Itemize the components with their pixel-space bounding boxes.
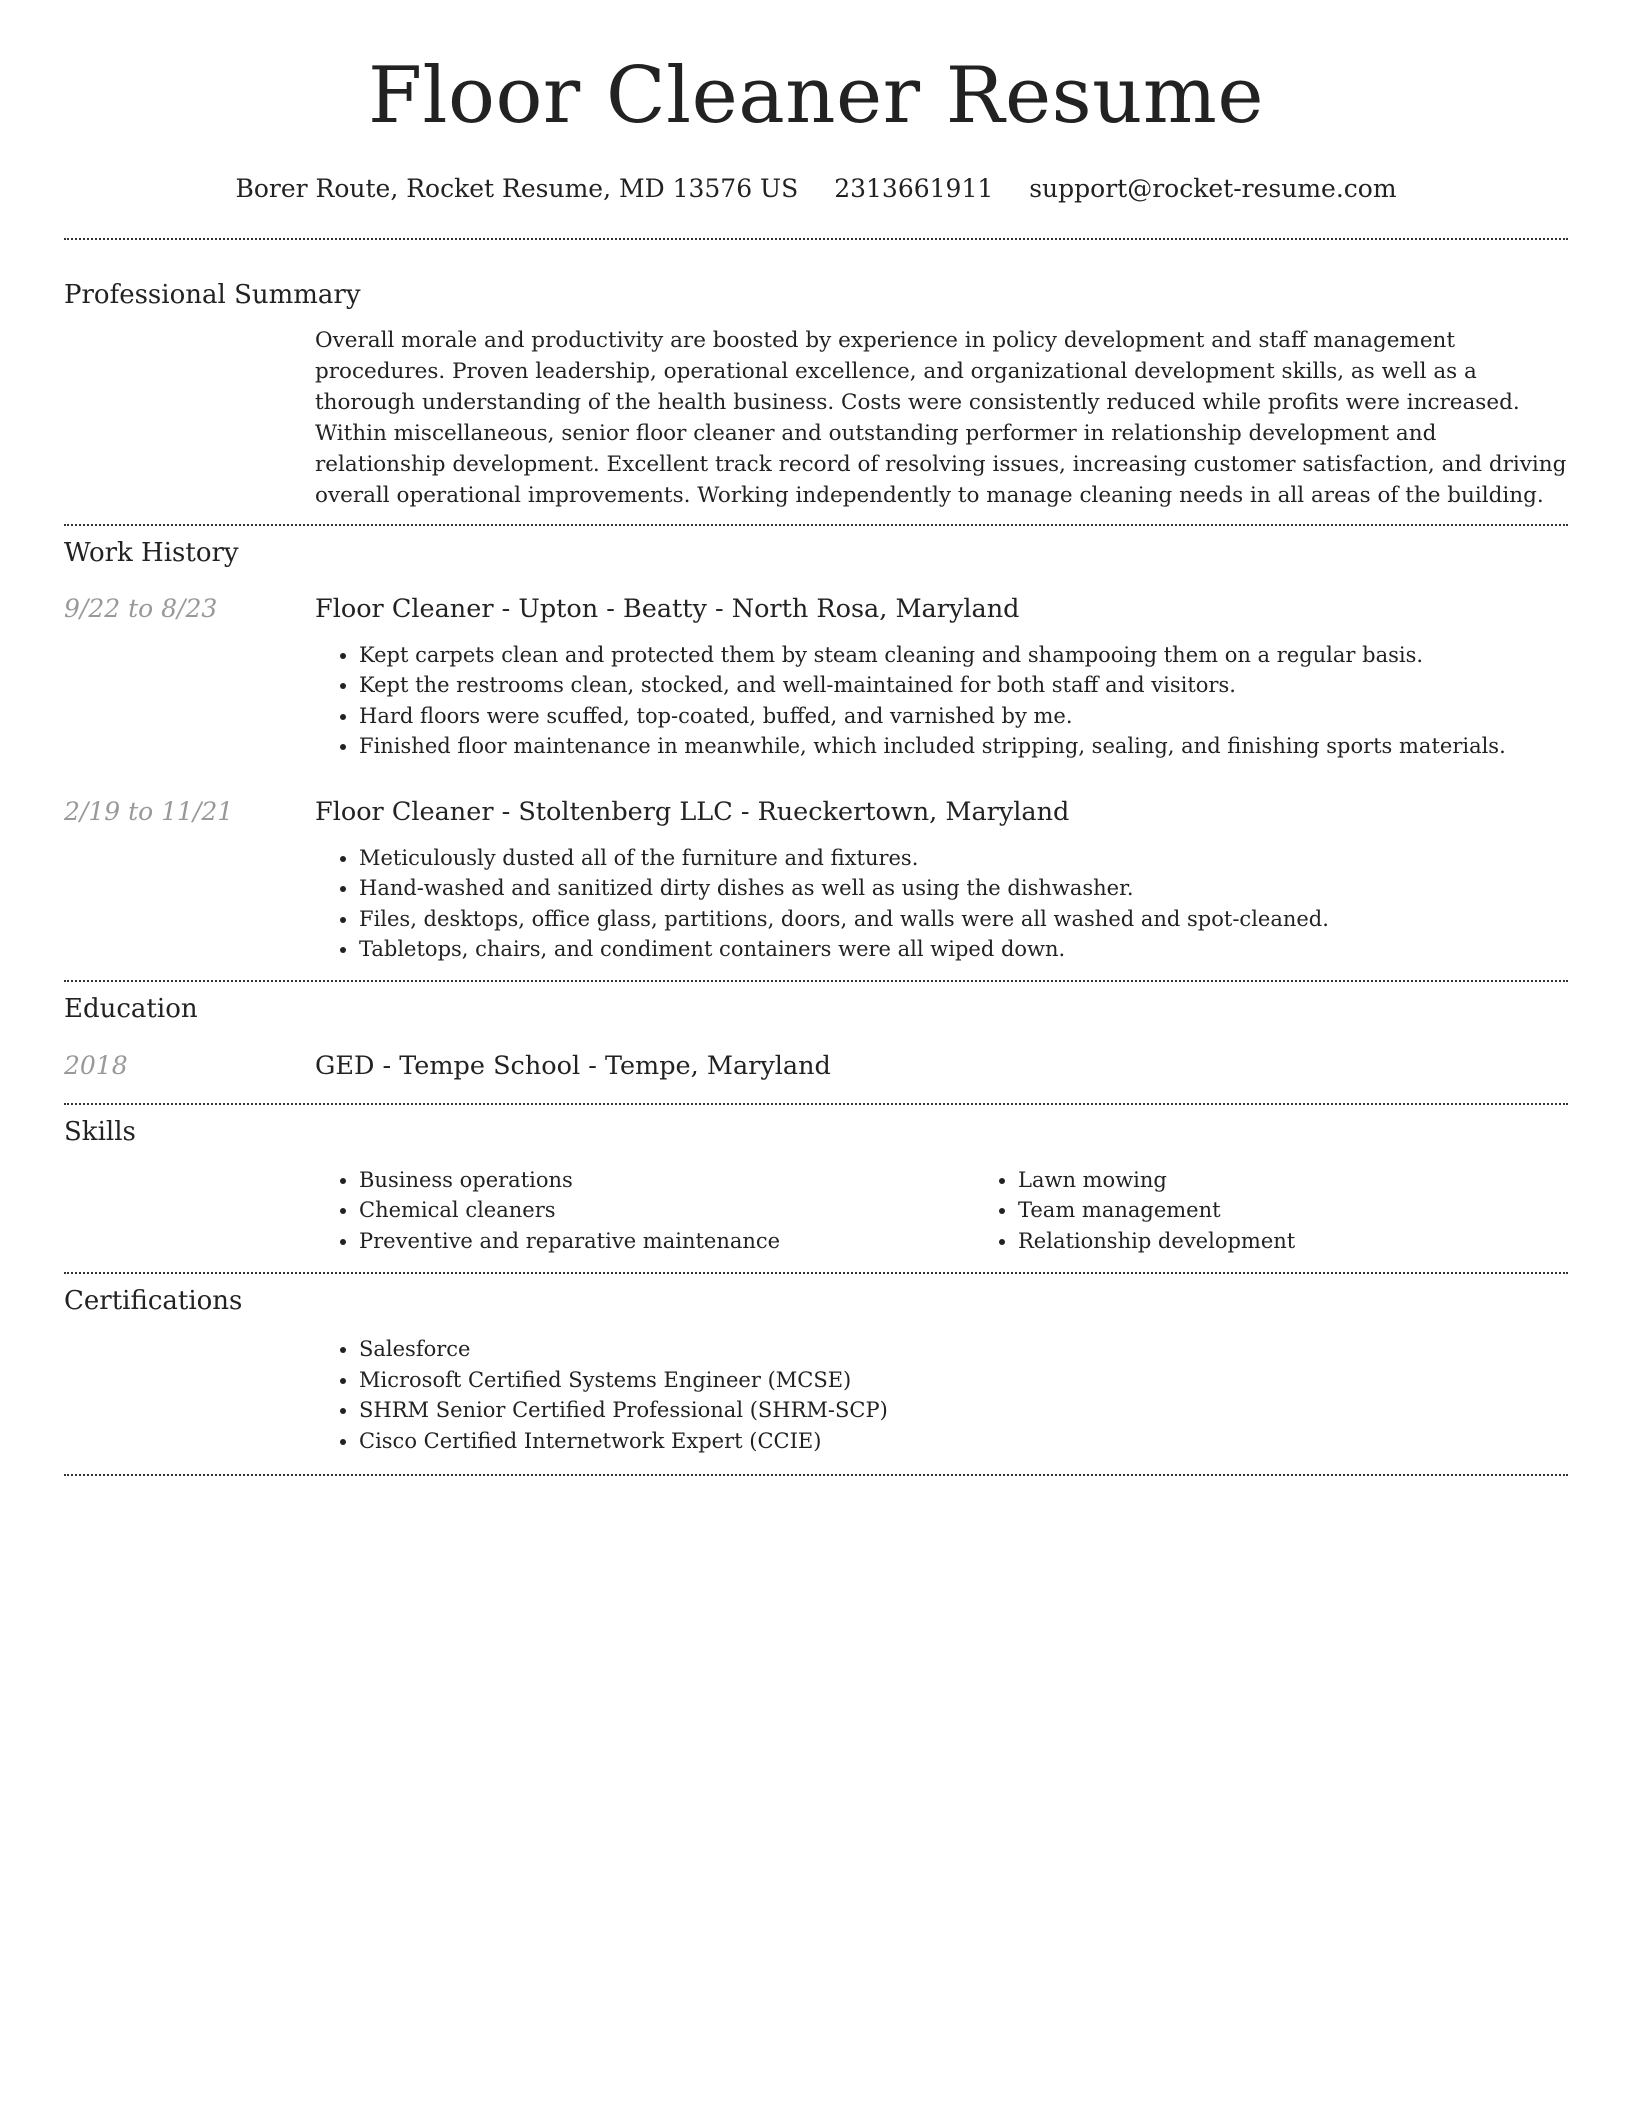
job-dates: 9/22 to 8/23 (64, 593, 218, 623)
job-bullet: • Tabletops, chairs, and condiment containers were all wiped down. (359, 934, 1568, 964)
summary-text: Overall morale and productivity are boosted by experience in policy development and staff management procedures. Proven leadership, operational excellence, and organizational development skills, as well as a thorough understanding of the health business. Costs were consistently reduced while profits were increased. Within miscellaneous, senior floor cleaner and outstanding performer in relationship development and relationship development. Excellent track record of resolving issues, increasing customer satisfaction, and driving overall operational improvements. Working independently to manage cleaning needs in all areas of the building. (315, 327, 1567, 508)
contact-line (64, 174, 1568, 204)
education-details (315, 1050, 1568, 1083)
skills-list-left (315, 1165, 974, 1256)
section-title-skills: Skills (64, 1116, 136, 1147)
job-bullet: • Files, desktops, office glass, partitions, doors, and walls were all washed and spot-cleaned. (359, 904, 1568, 934)
divider-certifications (64, 1474, 1568, 1476)
certification-item: • Salesforce (359, 1334, 1568, 1364)
job-title: Floor Cleaner - Stoltenberg LLC - Rueckertown, Maryland (315, 796, 1070, 827)
job-bullet: • Hard floors were scuffed, top-coated, buffed, and varnished by me. (359, 701, 1568, 731)
skill-item: • Chemical cleaners (359, 1195, 974, 1225)
job-entry (64, 593, 1568, 762)
certification-item: • Cisco Certified Internetwork Expert (CCIE) (359, 1426, 1568, 1456)
divider-skills (64, 1272, 1568, 1274)
section-title-work: Work History (64, 537, 239, 568)
summary-left-spacer (64, 326, 315, 512)
contact-email: support@rocket-resume.com (1029, 173, 1397, 203)
education-section (64, 994, 1568, 1082)
certifications-left-spacer (64, 1334, 315, 1456)
skills-section (64, 1117, 1568, 1257)
divider-education (64, 1103, 1568, 1105)
job-details (315, 593, 1568, 762)
skill-item: • Team management (1018, 1195, 1568, 1225)
skill-item: • Relationship development (1018, 1226, 1568, 1256)
divider-header (64, 238, 1568, 240)
certification-item: • Microsoft Certified Systems Engineer (MCSE) (359, 1365, 1568, 1395)
skill-item: • Lawn mowing (1018, 1165, 1568, 1195)
skills-list-right (974, 1165, 1568, 1256)
contact-phone: 2313661911 (834, 173, 994, 203)
job-details (315, 796, 1568, 965)
job-bullet: • Kept carpets clean and protected them by steam cleaning and shampooing them on a regular basis. (359, 640, 1568, 670)
job-bullet: • Kept the restrooms clean, stocked, and well-maintained for both staff and visitors. (359, 670, 1568, 700)
certification-item: • SHRM Senior Certified Professional (SHRM-SCP) (359, 1395, 1568, 1425)
job-bullets (315, 843, 1568, 965)
job-dates: 2/19 to 11/21 (64, 796, 234, 826)
job-title: Floor Cleaner - Upton - Beatty - North Rosa, Maryland (315, 593, 1020, 624)
contact-address: Borer Route, Rocket Resume, MD 13576 US (235, 173, 799, 203)
resume-title: Floor Cleaner Resume (367, 51, 1265, 141)
skills-left-spacer (64, 1165, 315, 1256)
professional-summary-section (64, 280, 1568, 512)
section-title-education: Education (64, 994, 198, 1025)
work-history-section (64, 538, 1568, 965)
job-bullet: • Hand-washed and sanitized dirty dishes as well as using the dishwasher. (359, 873, 1568, 903)
certifications-body (315, 1334, 1568, 1456)
job-bullet: • Finished floor maintenance in meanwhile, which included stripping, sealing, and finishing sports materials. (359, 731, 1568, 761)
job-entry (64, 796, 1568, 965)
summary-body (315, 326, 1568, 512)
certifications-row (64, 1334, 1568, 1456)
job-bullet: • Meticulously dusted all of the furniture and fixtures. (359, 843, 1568, 873)
skill-item: • Business operations (359, 1165, 974, 1195)
education-year: 2018 (64, 1050, 128, 1080)
section-title-summary: Professional Summary (64, 279, 361, 310)
certifications-section (64, 1286, 1568, 1456)
skill-item: • Preventive and reparative maintenance (359, 1226, 974, 1256)
section-title-certifications: Certifications (64, 1286, 243, 1317)
job-bullets (315, 640, 1568, 762)
summary-row (64, 326, 1568, 512)
divider-work (64, 980, 1568, 982)
education-title: GED - Tempe School - Tempe, Maryland (315, 1050, 831, 1081)
skills-row (64, 1165, 1568, 1256)
certifications-list (315, 1334, 1568, 1456)
divider-summary (64, 524, 1568, 526)
education-entry (64, 1050, 1568, 1083)
skills-columns (315, 1165, 1568, 1256)
